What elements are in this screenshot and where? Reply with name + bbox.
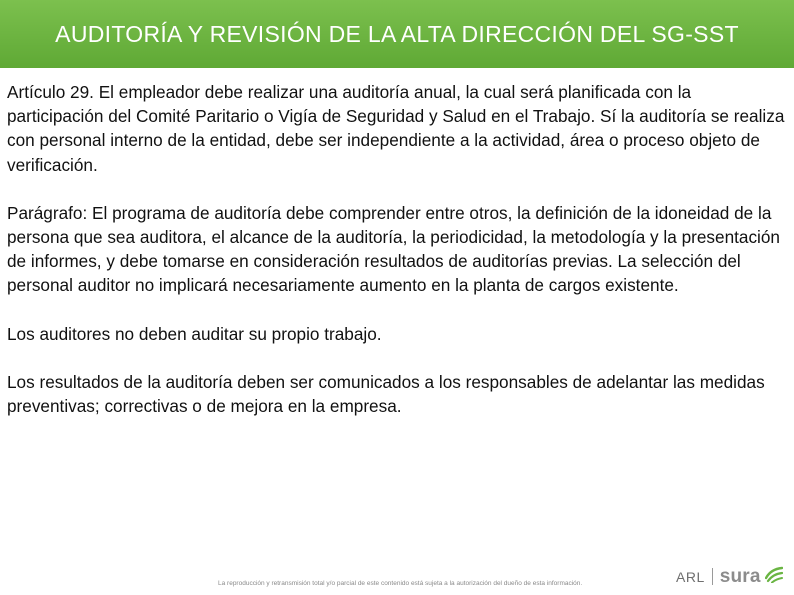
paragraph-article-29: Artículo 29. El empleador debe realizar una auditoría anual, la cual será planificada con la participación del Comité Paritario o Vigía de Seguridad y Salud en el Trabajo. Sí la auditoría se realiza con personal interno de la entidad, debe ser independiente a la actividad, área o proceso objeto de verificación. bbox=[7, 82, 785, 175]
logo-sura-text: sura bbox=[719, 565, 761, 587]
paragraph-results: Los resultados de la auditoría deben ser comunicados a los responsables de adelantar las medidas preventivas; correctivas o de mejora en la empresa. bbox=[7, 371, 765, 417]
page-title: AUDITORÍA Y REVISIÓN DE LA ALTA DIRECCIÓN DEL SG-SST bbox=[55, 20, 739, 47]
logo-arl-text: ARL bbox=[676, 568, 705, 585]
title-bar bbox=[0, 0, 794, 68]
copyright-notice: La reproducción y retransmisión total y/o parcial de este contenido está sujeta a la autorización del dueño de esta información. bbox=[218, 580, 583, 587]
arl-sura-logo bbox=[676, 565, 783, 588]
sura-wave-icon bbox=[765, 565, 783, 588]
paragraph-paragrafo: Parágrafo: El programa de auditoría debe comprender entre otros, la definición de la idoneidad de la persona que sea auditora, el alcance de la auditoría, la periodicidad, la metodología y la presentación de informes, y debe tomarse en consideración resultados de auditorías previas. La selección del personal auditor no implicará necesariamente aumento en la planta de cargos existente. bbox=[7, 202, 780, 296]
document-body bbox=[7, 80, 791, 442]
paragraph-auditors: Los auditores no deben auditar su propio trabajo. bbox=[7, 323, 382, 344]
logo-divider bbox=[712, 568, 713, 585]
